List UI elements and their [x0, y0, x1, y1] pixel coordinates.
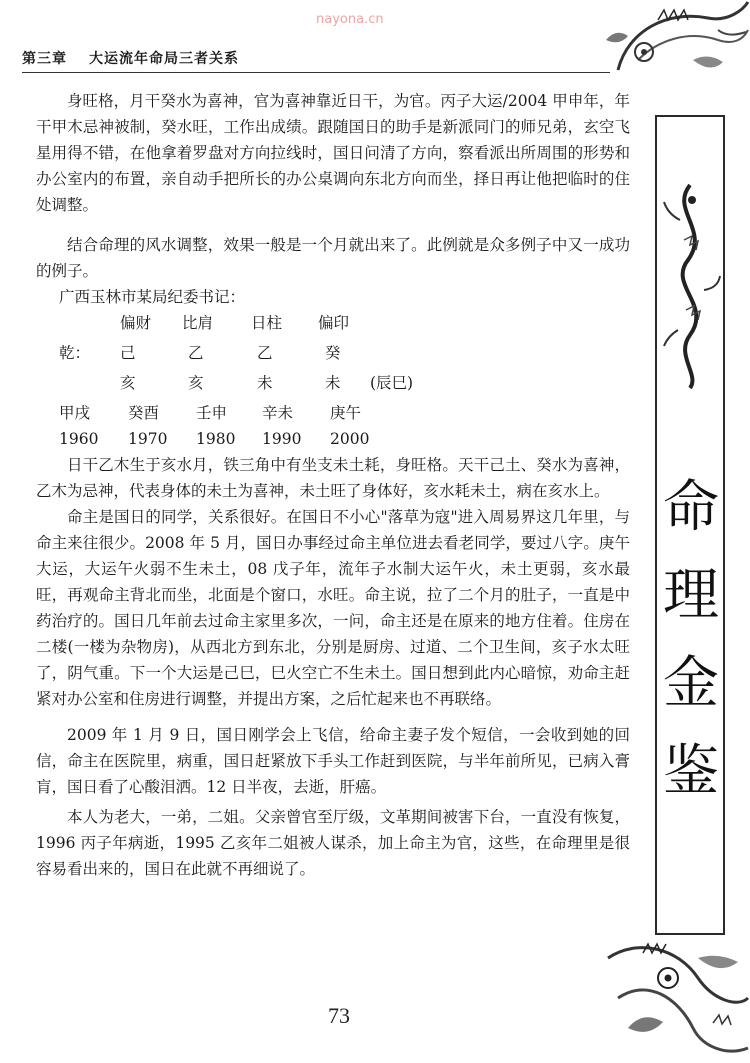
side-title-char-4: 鉴	[663, 739, 719, 804]
dayun-year: 1970	[128, 430, 168, 448]
dayun-year: 1980	[196, 430, 236, 448]
paragraph-3: 日干乙木生于亥水月，铁三角中有坐支未土耗，身旺格。天干己土、癸水为喜神，乙木为忌神，代表身体的未土为喜神，未土旺了身体好，亥水耗未土，病在亥水上。	[36, 456, 630, 500]
watermark-text: nayona.cn	[316, 12, 384, 27]
paragraph-2: 结合命理的风水调整，效果一般是一个月就出来了。此例就是众多例子中又一成功的例子。	[36, 236, 630, 280]
side-title-char-3: 金	[663, 651, 719, 716]
bazi-stem: 己	[120, 344, 136, 362]
bazi-branches-row	[36, 370, 630, 396]
bazi-branch: 未	[257, 374, 273, 392]
bazi-branch: 亥	[120, 374, 136, 392]
bazi-branch: 未	[325, 374, 341, 392]
side-title-char-2: 理	[663, 563, 719, 628]
bazi-ten-god: 比肩	[182, 314, 214, 332]
dayun-year: 2000	[330, 430, 370, 448]
header-rule	[22, 72, 610, 73]
bazi-stem: 乙	[188, 344, 204, 362]
dayun-pillar: 癸酉	[128, 404, 160, 422]
bazi-stem: 癸	[325, 344, 341, 362]
paragraph-1: 身旺格，月干癸水为喜神，官为喜神靠近日干，为官。丙子大运/2004 甲申年，年干甲木忌神被制，癸水旺，工作出成绩。跟随国日的助手是新派同门的师兄弟，玄空飞星用得不错，在他拿着罗盘对方向拉线时，国日问清了方向，察看派出所周围的形势和办公室内的布置，亲自动手把所长的办公桌调向东北方向而坐，择日再让他把临时的住处调整。	[36, 92, 630, 214]
dragon-illustration-side	[660, 180, 722, 390]
page-number: 73	[328, 1003, 350, 1028]
running-header	[22, 48, 239, 68]
bazi-stem: 乙	[257, 344, 273, 362]
bazi-hidden-stems: (辰巳)	[370, 374, 414, 392]
paragraph-6: 本人为老大，一弟，二姐。父亲曾官至厅级，文革期间被害下台，一直没有恢复，1996 丙子年病逝，1995 乙亥年二姐被人谋杀，加上命主为官，这些，在命理里是很容易看出来的，国日在此就不再细说了。	[36, 808, 630, 878]
bazi-years-row	[36, 426, 630, 452]
case-title: 广西玉林市某局纪委书记：	[59, 288, 246, 306]
bazi-ten-gods-row	[36, 310, 630, 336]
chapter-label: 第三章	[22, 51, 67, 67]
dayun-pillar: 甲戌	[59, 404, 91, 422]
side-title-char-1: 命	[663, 475, 719, 540]
dragon-illustration-bottom	[598, 938, 750, 1063]
bazi-stems-row	[36, 340, 630, 366]
bazi-ten-god: 日柱	[251, 314, 283, 332]
paragraph-4: 命主是国日的同学，关系很好。在国日不小心"落草为寇"进入周易界这几年里，与命主来往很少。2008 年 5 月，国日办事经过命主单位进去看老同学，要过八字。庚午大运，大运午火弱不生未土，08 戊子年，流年子水制大运午火，未土更弱，亥水最旺，再观命主背北而坐，北面是个窗口，水旺。命主说，拉了二个月的肚子，一直是中药治疗的。国日几年前去过命主家里多次，一问，命主还是在原来的地方住着。住房在二楼(一楼为杂物房)，从西北方到东北，分别是厨房、过道、二个卫生间，亥子水太旺了，阴气重。下一个大运是己巳，巳火空亡不生未土。国日想到此内心暗惊，劝命主赶紧对办公室和住房进行调整，并提出方案，之后忙起来也不再联络。	[36, 508, 630, 708]
dayun-pillar: 壬申	[196, 404, 228, 422]
bazi-branch: 亥	[188, 374, 204, 392]
bazi-label: 乾：	[59, 344, 91, 362]
dayun-year: 1960	[59, 430, 99, 448]
bazi-ten-god: 偏印	[318, 314, 350, 332]
paragraph-5: 2009 年 1 月 9 日，国日刚学会上飞信，给命主妻子发个短信，一会收到她的回信，命主在医院里，病重，国日赶紧放下手头工作赶到医院，与半年前所见，已病入膏肓，国日看了心酸泪洒。12 日半夜，去逝，肝癌。	[36, 726, 630, 796]
dragon-illustration-top	[598, 0, 750, 86]
chapter-title: 大运流年命局三者关系	[89, 51, 239, 67]
dayun-pillar: 庚午	[330, 404, 362, 422]
dayun-year: 1990	[262, 430, 302, 448]
bazi-dayun-row	[36, 400, 630, 426]
bazi-ten-god: 偏财	[120, 314, 152, 332]
dayun-pillar: 辛未	[262, 404, 294, 422]
